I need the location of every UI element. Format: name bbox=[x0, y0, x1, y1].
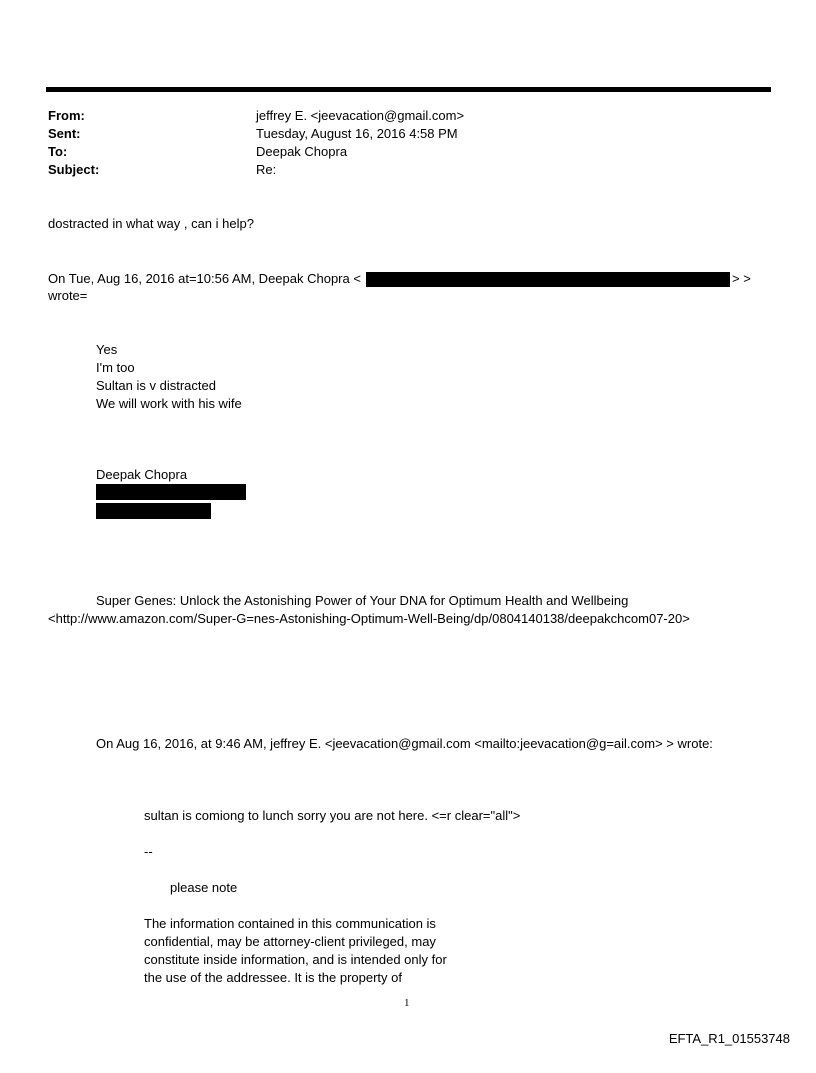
please-note: please note bbox=[170, 880, 238, 895]
to-value: Deepak Chopra bbox=[256, 144, 348, 159]
disclaimer-line: The information contained in this communication is bbox=[144, 916, 436, 931]
quote1-line: We will work with his wife bbox=[96, 396, 242, 411]
redaction-bar bbox=[96, 503, 211, 519]
redaction-bar bbox=[96, 484, 246, 500]
quote1-line: I'm too bbox=[96, 360, 135, 375]
book-title: Super Genes: Unlock the Astonishing Power of Your DNA for Optimum Health and Wellbeing bbox=[96, 593, 629, 608]
disclaimer-line: confidential, may be attorney-client privileged, may bbox=[144, 934, 436, 949]
sent-label: Sent: bbox=[48, 126, 81, 141]
subject-label: Subject: bbox=[48, 162, 100, 177]
quote2-line: sultan is comiong to lunch sorry you are not here. <=r clear="all"> bbox=[144, 808, 521, 823]
header-rule bbox=[46, 87, 771, 92]
quote1-wrote: wrote= bbox=[48, 288, 88, 303]
disclaimer-line: constitute inside information, and is intended only for bbox=[144, 952, 447, 967]
from-label: From: bbox=[48, 108, 85, 123]
quote1-line: Sultan is v distracted bbox=[96, 378, 216, 393]
signature-name: Deepak Chopra bbox=[96, 467, 188, 482]
quote2-intro: On Aug 16, 2016, at 9:46 AM, jeffrey E. <jeevacation@gmail.com <mailto:jeevacation@g=ail.com> > wrote: bbox=[96, 736, 713, 751]
signature-dashes: -- bbox=[144, 844, 153, 859]
quote1-intro-end: > > bbox=[732, 271, 751, 286]
book-link[interactable]: <http://www.amazon.com/Super-G=nes-Astonishing-Optimum-Well-Being/dp/0804140138/deepakchcom07-20> bbox=[48, 611, 690, 626]
subject-value: Re: bbox=[256, 162, 277, 177]
document-id: EFTA_R1_01553748 bbox=[668, 1031, 790, 1046]
redaction-bar bbox=[366, 272, 730, 287]
page-number: 1 bbox=[404, 997, 410, 1009]
from-value: jeffrey E. <jeevacation@gmail.com> bbox=[256, 108, 465, 123]
disclaimer-line: the use of the addressee. It is the property of bbox=[144, 970, 402, 985]
quote1-intro: On Tue, Aug 16, 2016 at=10:56 AM, Deepak Chopra < bbox=[48, 271, 361, 286]
sent-value: Tuesday, August 16, 2016 4:58 PM bbox=[256, 126, 458, 141]
reply-text: dostracted in what way , can i help? bbox=[48, 216, 254, 231]
quote1-line: Yes bbox=[96, 342, 118, 357]
to-label: To: bbox=[48, 144, 68, 159]
